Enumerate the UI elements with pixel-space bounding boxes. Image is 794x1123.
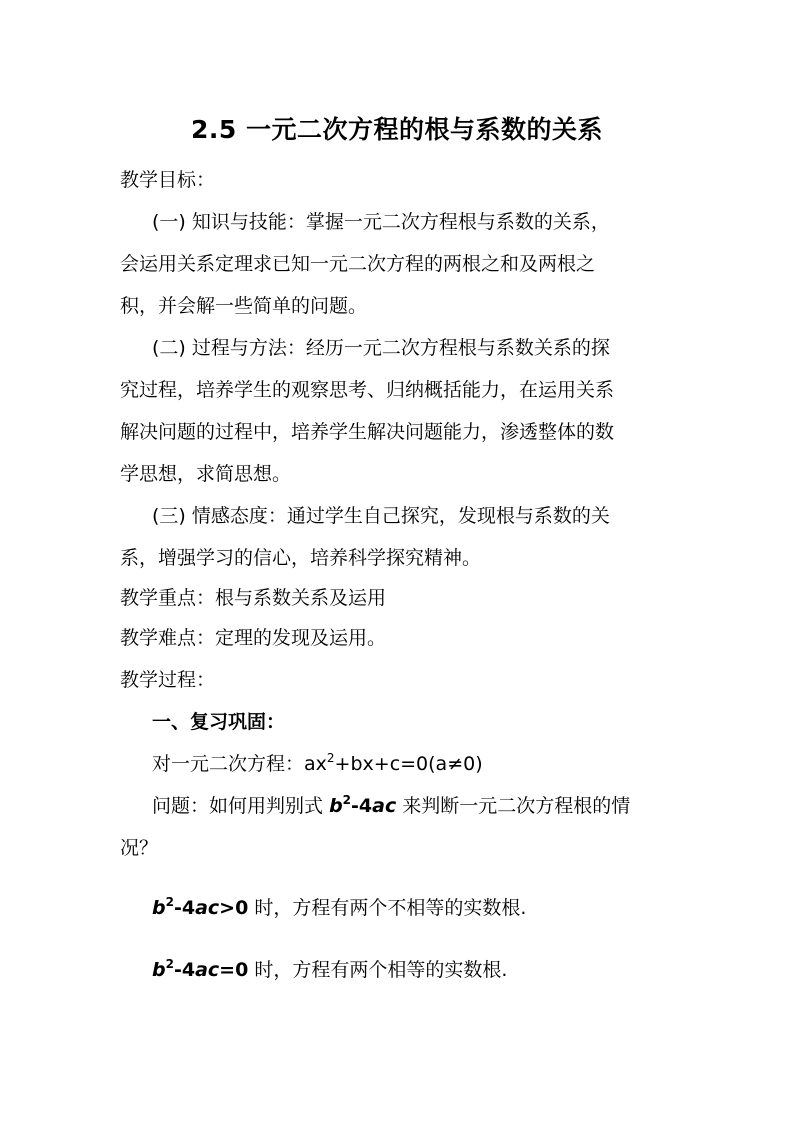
objective-2-line-2: 究过程，培养学生的观察思考、归纳概括能力，在运用关系 — [120, 379, 615, 401]
case-1-exponent: 2 — [165, 895, 174, 909]
case-1-b: b — [152, 897, 166, 919]
question-line-2: 况？ — [120, 837, 159, 859]
equation-line — [152, 744, 483, 784]
case-1-text: 时，方程有两个不相等的实数根. — [254, 897, 527, 919]
equation-ax: ax — [304, 753, 327, 775]
discriminant-b: b — [329, 795, 343, 817]
equation-rest: +bx+c=0(a≠0) — [334, 753, 483, 775]
equation-prefix: 对一元二次方程： — [152, 753, 305, 775]
question-suffix: 来判断一元二次方程根的情 — [402, 795, 631, 817]
case-1-op: >0 — [219, 897, 249, 919]
page-title: 2.5 一元二次方程的根与系数的关系 — [191, 115, 603, 144]
difficulty: 教学难点：定理的发现及运用。 — [120, 627, 387, 649]
objective-2-line-1: (二) 过程与方法：经历一元二次方程根与系数关系的探 — [152, 337, 610, 359]
case-2-expression — [152, 959, 248, 981]
discriminant-minus4: -4 — [351, 795, 373, 817]
case-2-op: =0 — [219, 959, 249, 981]
question-prefix: 问题：如何用判别式 — [152, 795, 324, 817]
objectives-label: 教学目标： — [120, 169, 216, 191]
discriminant-exponent: 2 — [342, 793, 352, 807]
case-2-text: 时，方程有两个相等的实数根. — [254, 959, 508, 981]
case-2-ac: ac — [195, 959, 220, 981]
objective-2-line-4: 学思想，求简思想。 — [120, 463, 292, 485]
case-2-minus4: -4 — [173, 959, 196, 981]
objective-1-line-2: 会运用关系定理求已知一元二次方程的两根之和及两根之 — [120, 253, 596, 275]
objective-2-line-3: 解决问题的过程中，培养学生解决问题能力，渗透整体的数 — [120, 421, 615, 443]
objective-3-line-1: (三) 情感态度：通过学生自己探究，发现根与系数的关 — [152, 505, 610, 527]
case-1-minus4: -4 — [173, 897, 196, 919]
discriminant-expression — [329, 795, 396, 817]
section-heading-review: 一、复习巩固： — [152, 711, 286, 733]
discriminant-ac: ac — [372, 795, 397, 817]
case-greater-than-zero — [152, 888, 526, 928]
case-1-ac: ac — [195, 897, 220, 919]
case-1-expression — [152, 897, 248, 919]
case-2-b: b — [152, 959, 166, 981]
case-equal-zero — [152, 950, 507, 990]
objective-1-line-3: 积，并会解一些简单的问题。 — [120, 295, 368, 317]
equation-exponent: 2 — [326, 751, 335, 765]
question-line-1 — [152, 786, 630, 826]
process-label: 教学过程： — [120, 669, 216, 691]
case-2-exponent: 2 — [165, 957, 174, 971]
key-point: 教学重点：根与系数关系及运用 — [120, 587, 387, 609]
objective-3-line-2: 系，增强学习的信心，培养科学探究精神。 — [120, 547, 482, 569]
objective-1-line-1: (一) 知识与技能：掌握一元二次方程根与系数的关系， — [152, 211, 610, 233]
